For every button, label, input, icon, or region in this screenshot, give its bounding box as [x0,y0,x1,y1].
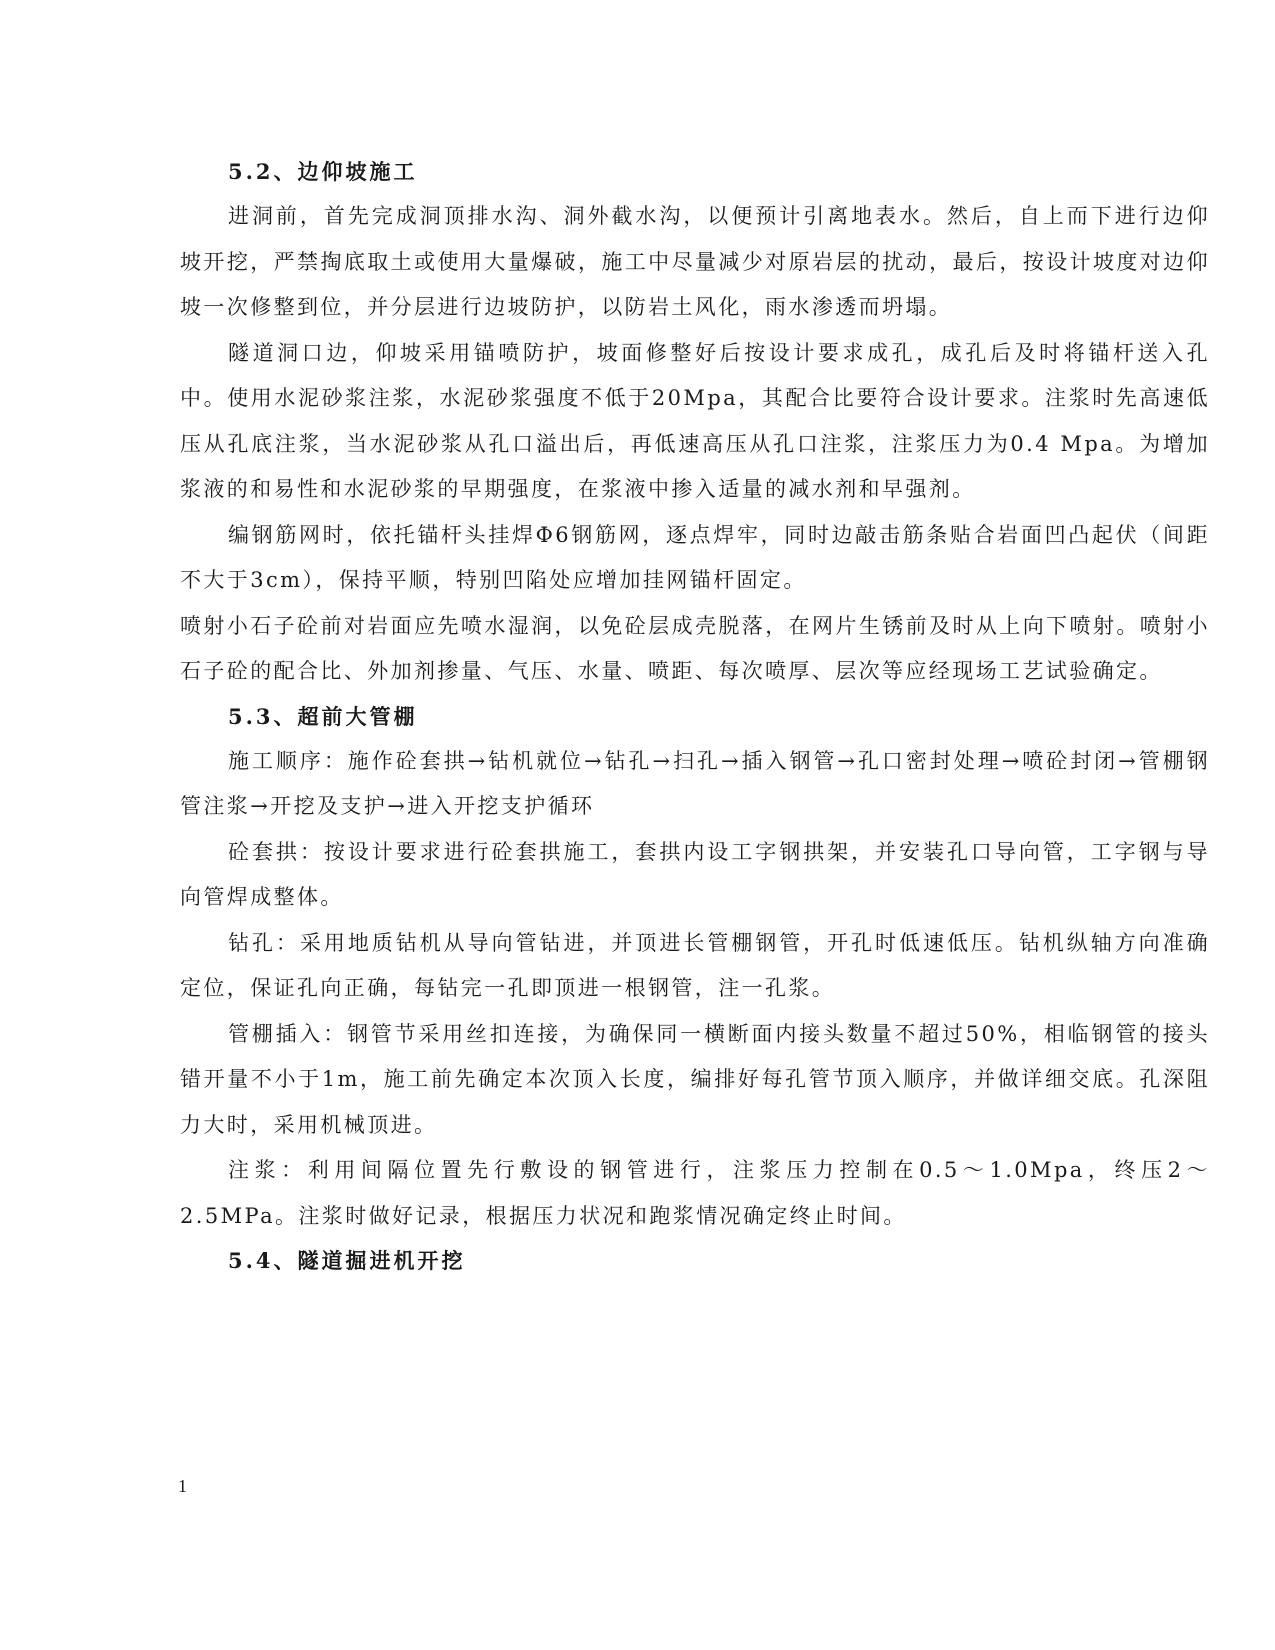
paragraph: 编钢筋网时，依托锚杆头挂焊Φ6钢筋网，逐点焊牢，同时边敲击筋条贴合岩面凹凸起伏（间距不大于3cm），保持平顺，特别凹陷处应增加挂网锚杆固定。 [180,522,1210,592]
paragraph: 施工顺序：施作砼套拱→钻机就位→钻孔→扫孔→插入钢管→孔口密封处理→喷砼封闭→管棚钢管注浆→开挖及支护→进入开挖支护循环 [180,748,1210,818]
section-heading-5-3: 5.3、超前大管棚 [228,703,418,729]
section-heading-5-2: 5.2、边仰坡施工 [228,159,418,184]
section-heading-5-4: 5.4、隧道掘进机开挖 [228,1248,466,1273]
paragraph: 隧道洞口边，仰坡采用锚喷防护，坡面修整好后按设计要求成孔，成孔后及时将锚杆送入孔中。使用水泥砂浆注浆，水泥砂浆强度不低于20Mpa，其配合比要符合设计要求。注浆时先高速低压从孔底注浆，当水泥砂浆从孔口溢出后，再低速高压从孔口注浆，注浆压力为0.4 Mpa。为增加浆液的和易性和水泥砂浆的早期强度，在浆液中掺入适量的减水剂和早强剂。 [180,340,1210,501]
paragraph: 进洞前，首先完成洞顶排水沟、洞外截水沟，以便预计引离地表水。然后，自上而下进行边仰坡开挖，严禁掏底取土或使用大量爆破，施工中尽量减少对原岩层的扰动，最后，按设计坡度对边仰坡一次修整到位，并分层进行边坡防护，以防岩土风化，雨水渗透而坍塌。 [180,204,1210,319]
paragraph: 砼套拱：按设计要求进行砼套拱施工，套拱内设工字钢拱架，并安装孔口导向管，工字钢与导向管焊成整体。 [180,839,1210,909]
page-number: 1 [178,1476,187,1496]
paragraph: 喷射小石子砼前对岩面应先喷水湿润，以免砼层成壳脱落，在网片生锈前及时从上向下喷射。喷射小石子砼的配合比、外加剂掺量、气压、水量、喷距、每次喷厚、层次等应经现场工艺试验确定。 [180,613,1210,683]
paragraph: 钻孔：采用地质钻机从导向管钻进，并顶进长管棚钢管，开孔时低速低压。钻机纵轴方向准确定位，保证孔向正确，每钻完一孔即顶进一根钢管，注一孔浆。 [180,930,1210,1000]
page-content [180,150,1210,1283]
paragraph: 管棚插入：钢管节采用丝扣连接，为确保同一横断面内接头数量不超过50%，相临钢管的接头错开量不小于1m，施工前先确定本次顶入长度，编排好每孔管节顶入顺序，并做详细交底。孔深阻力大时，采用机械顶进。 [180,1021,1210,1137]
paragraph: 注浆：利用间隔位置先行敷设的钢管进行，注浆压力控制在0.5～1.0Mpa，终压2～2.5MPa。注浆时做好记录，根据压力状况和跑浆情况确定终止时间。 [180,1158,1210,1228]
